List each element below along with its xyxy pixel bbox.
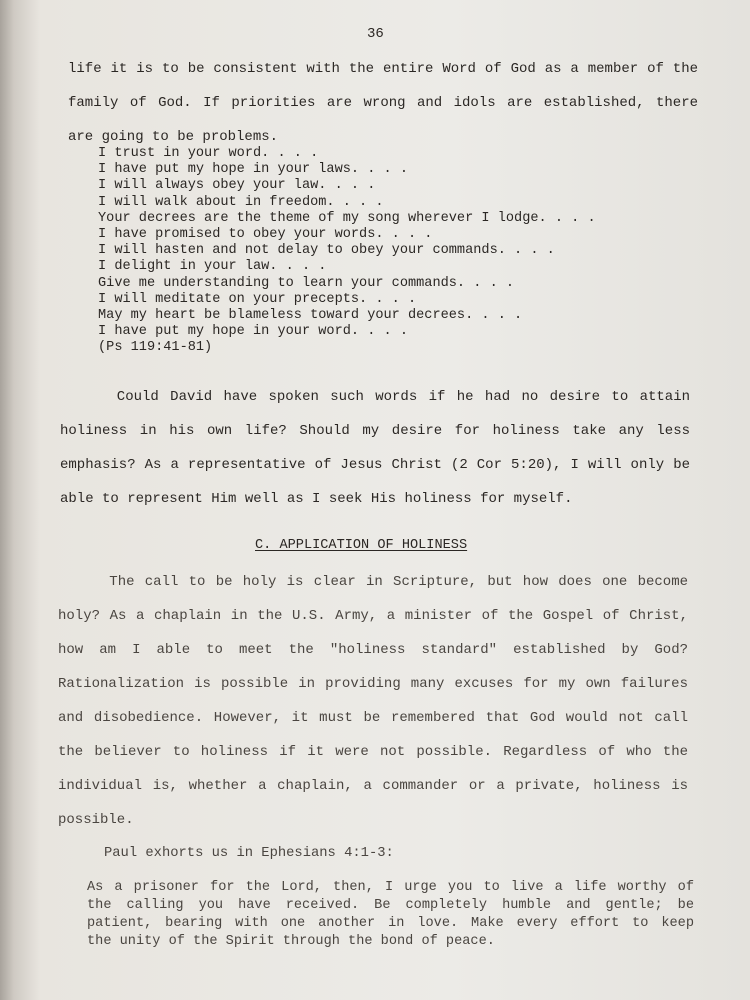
paragraph-line: holy? As a chaplain in the U.S. Army, a minister of the Gospel of Christ, (58, 608, 688, 624)
quote-line: the unity of the Spirit through the bond of peace. (87, 934, 495, 949)
ephesians-quote (87, 879, 694, 951)
paragraph-line: how am I able to meet the "holiness standard" established by God? (58, 642, 688, 658)
verse-line: I have put my hope in your laws. . . . (98, 162, 408, 178)
quote-line: As a prisoner for the Lord, then, I urge you to live a life worthy of (87, 880, 694, 895)
verse-line: I have promised to obey your words. . . . (98, 227, 433, 243)
paragraph-line: The call to be holy is clear in Scripture, but how does one become (58, 574, 688, 590)
verse-line: May my heart be blameless toward your decrees. . . . (98, 308, 523, 324)
paragraph-line: individual is, whether a chaplain, a commander or a private, holiness is (58, 778, 688, 794)
page-number: 36 (367, 26, 384, 42)
verse-line: I have put my hope in your word. . . . (98, 324, 408, 340)
paragraph-line: Could David have spoken such words if he had no desire to attain (60, 389, 690, 405)
intro-paragraph (68, 52, 698, 154)
paragraph-line: holiness in his own life? Should my desire for holiness take any less (60, 423, 690, 439)
quote-line: the calling you have received. Be completely humble and gentle; be (87, 898, 694, 913)
verse-line: I will meditate on your precepts. . . . (98, 291, 417, 307)
verse-line: I will walk about in freedom. . . . (98, 194, 384, 210)
david-paragraph (60, 380, 690, 516)
verse-line: I delight in your law. . . . (98, 259, 327, 275)
paragraph-line: the believer to holiness if it were not possible. Regardless of who the (58, 744, 688, 760)
psalm-verse-block (98, 146, 596, 357)
paragraph-line: are going to be problems. (68, 129, 279, 145)
verse-line: I will hasten and not delay to obey your commands. . . . (98, 243, 555, 259)
verse-line: I will always obey your law. . . . (98, 178, 376, 194)
paragraph-line: and disobedience. However, it must be remembered that God would not call (58, 710, 688, 726)
verse-line: Your decrees are the theme of my song wherever I lodge. . . . (98, 210, 596, 226)
quote-line: patient, bearing with one another in love. Make every effort to keep (87, 916, 694, 931)
paragraph-line: Rationalization is possible in providing many excuses for my own failures (58, 676, 688, 692)
verse-line: Give me understanding to learn your commands. . . . (98, 275, 515, 291)
paragraph-line: life it is to be consistent with the entire Word of God as a member of the (68, 61, 698, 77)
paragraph-line: family of God. If priorities are wrong and idols are established, there (68, 95, 698, 111)
verse-citation: (Ps 119:41-81) (98, 340, 213, 356)
paragraph-line: possible. (58, 812, 134, 828)
section-heading: C. APPLICATION OF HOLINESS (255, 538, 468, 553)
application-paragraph (58, 565, 688, 837)
paragraph-line: emphasis? As a representative of Jesus Christ (2 Cor 5:20), I will only be (60, 457, 690, 473)
paragraph-line: able to represent Him well as I seek His holiness for myself. (60, 491, 573, 507)
quote-intro: Paul exhorts us in Ephesians 4:1-3: (104, 846, 394, 861)
verse-line: I trust in your word. . . . (98, 146, 319, 161)
